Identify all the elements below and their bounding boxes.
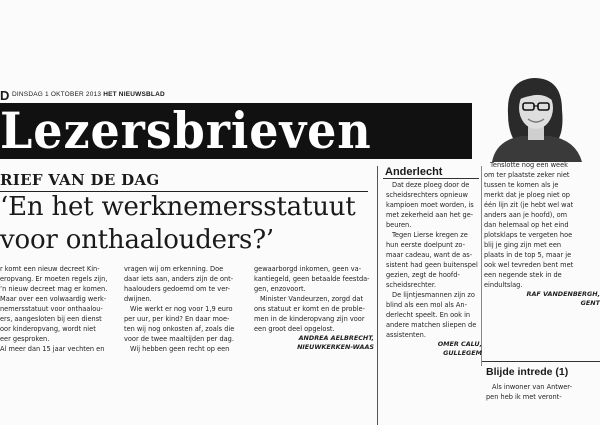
text-line: beuren. bbox=[386, 221, 412, 229]
text-line: kampioen moet worden, is bbox=[386, 201, 474, 209]
divider bbox=[482, 361, 600, 362]
text-line: met zekerheid aan het ge- bbox=[386, 211, 474, 219]
text-line: Maar over een volwaardig werk- bbox=[0, 295, 107, 303]
text-line: voor de twee maaltijden per dag. bbox=[124, 335, 234, 343]
text-line: gen, enzovoort. bbox=[254, 285, 306, 293]
signature-name: OMER CALU, bbox=[437, 340, 482, 348]
text-line: De lijntjesmannen zijn zo bbox=[392, 291, 475, 299]
text-line: een negende stek in de bbox=[484, 271, 562, 279]
signature-name: ANDREA AELBRECHT, bbox=[298, 334, 374, 342]
letter-column-1 bbox=[0, 264, 114, 354]
text-line: dan helemaal op het eind bbox=[484, 221, 569, 229]
text-line: Wie werkt er nog voor 1,9 euro bbox=[130, 305, 233, 313]
text-line: andere matchen sliepen de bbox=[386, 321, 477, 329]
date-text: DINSDAG 1 OKTOBER 2013 bbox=[12, 91, 102, 98]
text-line: daar iets aan, anders zijn de ont- bbox=[124, 275, 234, 283]
text-line: men in de kinderopvang zijn voor bbox=[254, 315, 365, 323]
text-line: vragen wij om erkenning. Doe bbox=[124, 265, 224, 273]
letter-column-3 bbox=[254, 264, 374, 352]
text-line: tussen te komen als je bbox=[484, 181, 559, 189]
right-letter bbox=[484, 160, 600, 308]
text-line: dwijnen. bbox=[124, 295, 152, 303]
signature-place: GULLEGEM bbox=[443, 349, 482, 357]
blijde-intrede-heading: Blijde intrede (1) bbox=[486, 366, 569, 378]
text-line: Al meer dan 15 jaar vechten en bbox=[0, 345, 105, 353]
text-line: Wij hebben geen recht op een bbox=[130, 345, 230, 353]
text-line: ers, aangesloten bij een dienst bbox=[0, 315, 102, 323]
text-line: maar cadeau, want de as- bbox=[386, 251, 473, 259]
text-line: gezien, zegt de hoofd- bbox=[386, 271, 460, 279]
date-line bbox=[12, 91, 165, 98]
text-line: derlecht speelt. En ook in bbox=[386, 311, 471, 319]
text-line: blind als een mol als An- bbox=[386, 301, 467, 309]
text-line: een groot deel opgelost. bbox=[254, 325, 335, 333]
letter-headline bbox=[0, 191, 370, 257]
text-line: pen heb ik met veront- bbox=[486, 393, 562, 401]
blijde-intrede-letter bbox=[486, 382, 600, 402]
text-line: één lijn zit (je hebt wel wat bbox=[484, 201, 574, 209]
text-line: haalouders gedoemd om te ver- bbox=[124, 285, 230, 293]
text-line: Tegen Lierse kregen ze bbox=[392, 231, 468, 239]
text-line: ook wel tevreden bent met bbox=[484, 261, 574, 269]
text-line: anders aan je hoofd), om bbox=[484, 211, 568, 219]
text-line: per uur, per kind? En daar moe- bbox=[124, 315, 230, 323]
anderlecht-heading: Anderlecht bbox=[385, 166, 443, 178]
text-line: r komt een nieuw decreet Kin- bbox=[0, 265, 100, 273]
text-line: merkt dat je ploeg niet op bbox=[484, 191, 570, 199]
signature-name: RAF VANDENBERGH, bbox=[526, 290, 600, 298]
text-line: Dat deze ploeg door de bbox=[392, 181, 470, 189]
text-line: ’n nieuw decreet mag er komen. bbox=[0, 285, 108, 293]
text-line: ons statuut er komt en de proble- bbox=[254, 305, 365, 313]
text-line: oor kinderopvang, wordt niet bbox=[0, 325, 96, 333]
headline-line-2: voor onthaalouders?’ bbox=[0, 225, 275, 255]
text-line: plaats in de top 5, maar je bbox=[484, 251, 572, 259]
column-divider bbox=[377, 166, 378, 425]
section-mark: D bbox=[0, 88, 10, 103]
page-title: Lezersbrieven bbox=[0, 101, 372, 160]
text-line: sistent had geen buitenspel bbox=[386, 261, 478, 269]
text-line: eindultslag. bbox=[484, 281, 523, 289]
letter-column-2 bbox=[124, 264, 244, 354]
text-line: scheidsrechters opnieuw bbox=[386, 191, 468, 199]
text-line: om ter plaatste zeker niet bbox=[484, 171, 570, 179]
brief-van-de-dag-heading: RIEF VAN DE DAG bbox=[0, 171, 160, 189]
text-line: eropvang. Er moeten regels zijn, bbox=[0, 275, 108, 283]
text-line: Tenslotte nog een week bbox=[490, 161, 568, 169]
text-line: kantiegeld, geen betaalde feestda- bbox=[254, 275, 370, 283]
paper-name: HET NIEUWSBLAD bbox=[103, 91, 165, 98]
anderlecht-letter bbox=[386, 180, 482, 358]
headline-line-1: ‘En het werknemersstatuut bbox=[0, 192, 356, 222]
signature-place: NIEUWKERKEN-WAAS bbox=[297, 343, 374, 351]
text-line: eer gesproken. bbox=[0, 335, 50, 343]
divider bbox=[383, 178, 479, 179]
text-line: Als inwoner van Antwer- bbox=[492, 383, 572, 391]
text-line: ten wij nog onkosten af, zoals die bbox=[124, 325, 235, 333]
columnist-photo bbox=[478, 70, 600, 162]
text-line: plotsklaps te vergeten hoe bbox=[484, 231, 573, 239]
text-line: scheidsrechter. bbox=[386, 281, 437, 289]
text-line: hun eerste doelpunt zo- bbox=[386, 241, 465, 249]
text-line: gewaarborgd inkomen, geen va- bbox=[254, 265, 362, 273]
text-line: assistenten. bbox=[386, 331, 426, 339]
text-line: Minister Vandeurzen, zorgd dat bbox=[260, 295, 364, 303]
text-line: nemersstatuut voor onthaalou- bbox=[0, 305, 103, 313]
text-line: blij je ging zijn met een bbox=[484, 241, 562, 249]
signature-place: GENT bbox=[580, 299, 600, 307]
